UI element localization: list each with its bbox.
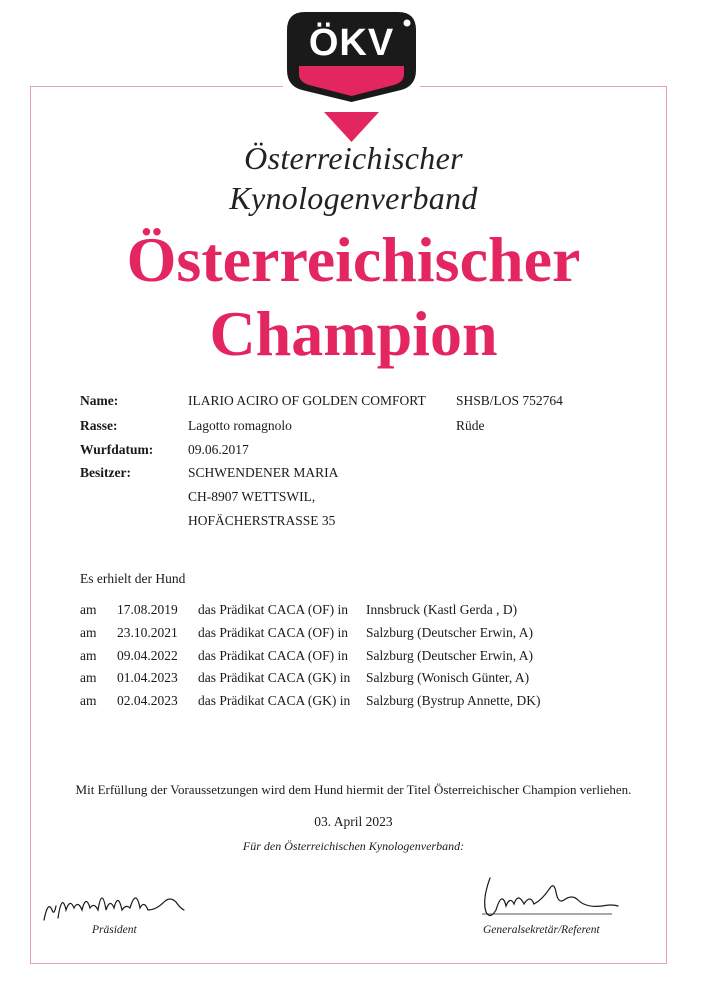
- issue-date: 03. April 2023: [314, 814, 393, 829]
- registration-number: SHSB/LOS 752764: [456, 393, 563, 408]
- award-title: das Prädikat CACA (OF) in: [198, 625, 348, 640]
- name-label: Name:: [80, 393, 119, 408]
- award-date: 02.04.2023: [117, 693, 178, 708]
- frame-bottom: [30, 963, 667, 964]
- award-prefix: am: [80, 602, 97, 617]
- birth-date: 09.06.2017: [188, 442, 249, 457]
- org-name-line2: Kynologenverband: [229, 180, 478, 216]
- award-place: Innsbruck (Kastl Gerda , D): [366, 602, 518, 617]
- org-name-line1: Österreichischer: [244, 140, 463, 176]
- president-signature: [40, 880, 200, 930]
- on-behalf-line: Für den Österreichischen Kynologenverband:: [242, 839, 465, 853]
- award-date: 17.08.2019: [117, 602, 178, 617]
- award-title: das Prädikat CACA (GK) in: [198, 670, 351, 685]
- frame-top-left: [30, 86, 283, 87]
- frame-left: [30, 86, 31, 964]
- award-prefix: am: [80, 670, 97, 685]
- president-role: Präsident: [92, 924, 137, 936]
- award-place: Salzburg (Bystrup Annette, DK): [366, 693, 541, 708]
- award-title: das Prädikat CACA (GK) in: [198, 693, 351, 708]
- dog-name: ILARIO ACIRO OF GOLDEN COMFORT: [188, 393, 426, 408]
- award-place: Salzburg (Deutscher Erwin, A): [366, 648, 533, 663]
- award-title: das Prädikat CACA (OF) in: [198, 602, 348, 617]
- award-prefix: am: [80, 625, 97, 640]
- frame-top-right: [420, 86, 667, 87]
- owner-line1: SCHWENDENER MARIA: [188, 465, 339, 480]
- award-date: 01.04.2023: [117, 670, 178, 685]
- award-prefix: am: [80, 693, 97, 708]
- breed: Lagotto romagnolo: [188, 418, 292, 433]
- award-place: Salzburg (Deutscher Erwin, A): [366, 625, 533, 640]
- okv-logo: [283, 8, 420, 148]
- owner-label: Besitzer:: [80, 465, 131, 480]
- awards-intro: Es erhielt der Hund: [80, 571, 186, 586]
- birth-date-label: Wurfdatum:: [80, 442, 154, 457]
- award-title: das Prädikat CACA (OF) in: [198, 648, 348, 663]
- title-line1: Österreichischer: [126, 224, 581, 295]
- secretary-role: Generalsekretär/Referent: [483, 924, 600, 936]
- breed-label: Rasse:: [80, 418, 118, 433]
- award-place: Salzburg (Wonisch Günter, A): [366, 670, 530, 685]
- svg-text:ÖKV: ÖKV: [308, 22, 395, 64]
- award-date: 23.10.2021: [117, 625, 178, 640]
- award-prefix: am: [80, 648, 97, 663]
- owner-line3: HOFÄCHERSTRASSE 35: [188, 513, 336, 528]
- sex: Rüde: [456, 418, 485, 433]
- secretary-signature: [462, 870, 622, 930]
- owner-line2: CH-8907 WETTSWIL,: [188, 489, 316, 504]
- frame-right: [666, 86, 667, 964]
- title-line2: Champion: [209, 298, 498, 369]
- award-date: 09.04.2022: [117, 648, 178, 663]
- title-statement: Mit Erfüllung der Voraussetzungen wird dem Hund hiermit der Titel Österreichischer Champion verliehen.: [75, 782, 632, 797]
